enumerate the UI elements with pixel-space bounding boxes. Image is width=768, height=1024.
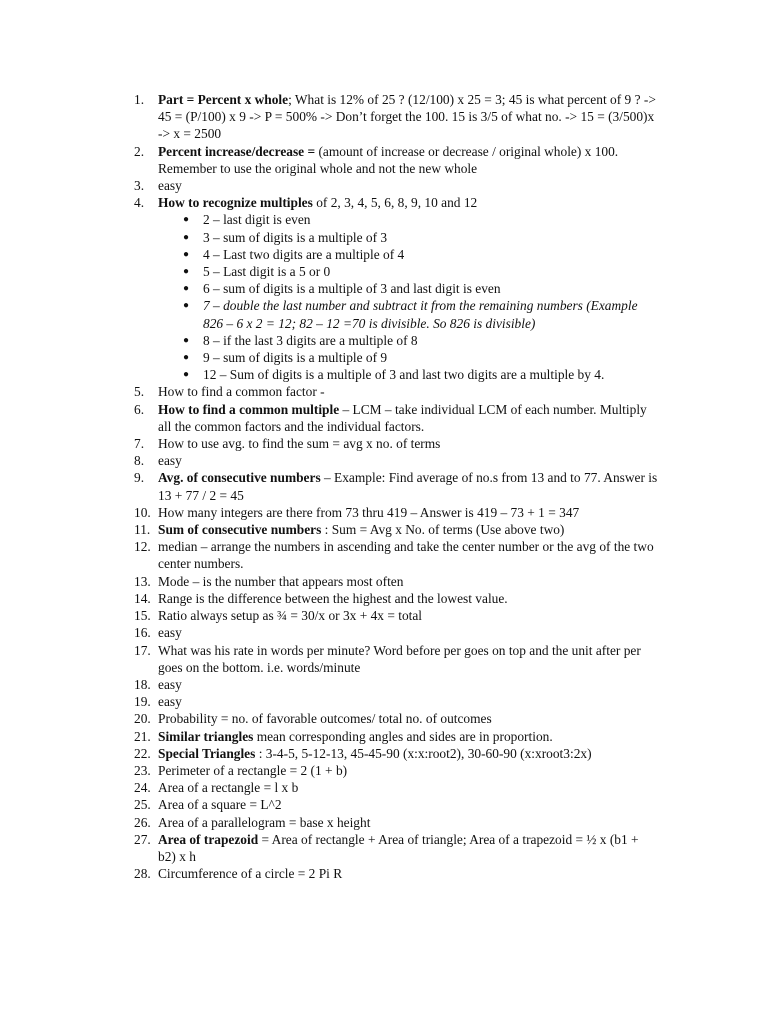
list-item-7 — [0, 435, 768, 452]
item-number: 11. — [134, 522, 151, 538]
item-number: 25. — [134, 797, 151, 813]
list-item-27 — [0, 831, 768, 865]
item-number: 16. — [134, 625, 151, 641]
item-text: How many integers are there from 73 thru 419 – Answer is 419 – 73 + 1 = 347 — [158, 504, 580, 520]
list-item-16 — [0, 624, 768, 641]
bullet-icon: ● — [183, 334, 190, 346]
sub-item-3 — [158, 229, 658, 246]
item-number: 5. — [134, 384, 145, 400]
item-number: 3. — [134, 178, 145, 194]
list-item-15 — [0, 607, 768, 624]
item-text: median – arrange the numbers in ascending and take the center number or the avg of the two center numbers. — [158, 539, 654, 572]
item-number: 12. — [134, 539, 151, 555]
list-item-9 — [0, 469, 768, 503]
bullet-icon: ● — [183, 231, 190, 243]
item-lead: Similar triangles — [158, 728, 254, 744]
item-number: 26. — [134, 814, 151, 830]
item-text: Range is the difference between the highest and the lowest value. — [158, 590, 508, 606]
item-text: easy — [158, 694, 182, 710]
sub-item-text: 7 – double the last number and subtract it from the remaining numbers (Example 826 – 6 x 2 = 12; 82 – 12 =70 is divisible. So 826 is divisible) — [203, 298, 638, 331]
sub-item-text: 4 – Last two digits are a multiple of 4 — [203, 246, 405, 262]
item-number: 28. — [134, 866, 151, 882]
item-text: Area of a rectangle = l x b — [158, 780, 299, 796]
list-item-11 — [0, 521, 768, 538]
item-text: mean corresponding angles and sides are in proportion. — [253, 728, 553, 744]
list-item-23 — [0, 762, 768, 779]
multiples-sublist — [158, 211, 658, 383]
item-text: : Sum = Avg x No. of terms (Use above two) — [321, 522, 565, 538]
sub-item-text: 12 – Sum of digits is a multiple of 3 and last two digits are a multiple by 4. — [203, 367, 605, 383]
list-item-6 — [0, 401, 768, 435]
item-lead: Sum of consecutive numbers — [158, 522, 322, 538]
item-number: 27. — [134, 831, 151, 847]
bullet-icon: ● — [183, 352, 190, 364]
sub-item-5 — [158, 263, 658, 280]
sub-item-text: 2 – last digit is even — [203, 212, 311, 228]
list-item-10 — [0, 504, 768, 521]
item-text: ; What is 12% of 25 ? (12/100) x 25 = 3; 45 is what percent of 9 ? -> 45 = (P/100) x 9 -> P = 500% -> Don’t forget the 100. 15 is 3/5 of what no. -> 15 = (3/500)x -> x = 2500 — [158, 92, 656, 142]
notes-list — [0, 91, 768, 882]
sub-item-text: 3 – sum of digits is a multiple of 3 — [203, 229, 388, 245]
list-item-13 — [0, 573, 768, 590]
item-number: 10. — [134, 504, 151, 520]
list-item-28 — [0, 865, 768, 882]
item-text: What was his rate in words per minute? Word before per goes on top and the unit after per goes on the bottom. i.e. words/minute — [158, 642, 641, 675]
item-text: – Example: Find average of no.s from 13 and to 77. Answer is 13 + 77 / 2 = 45 — [158, 470, 658, 503]
list-item-3 — [0, 177, 768, 194]
item-lead: How to recognize multiples — [158, 195, 313, 211]
sub-item-7 — [158, 297, 658, 331]
item-number: 19. — [134, 694, 151, 710]
item-lead: How to find a common multiple — [158, 401, 340, 417]
sub-item-text: 6 – sum of digits is a multiple of 3 and last digit is even — [203, 281, 501, 297]
sub-item-9 — [158, 349, 658, 366]
item-lead: Percent increase/decrease = — [158, 143, 316, 159]
sub-item-8 — [158, 332, 658, 349]
list-item-12 — [0, 538, 768, 572]
list-item-22 — [0, 745, 768, 762]
item-text: Probability = no. of favorable outcomes/ total no. of outcomes — [158, 711, 492, 727]
list-item-24 — [0, 779, 768, 796]
list-item-26 — [0, 814, 768, 831]
item-text: (amount of increase or decrease / original whole) x 100. Remember to use the original whole and not the new whole — [158, 143, 619, 176]
bullet-icon: ● — [183, 300, 190, 312]
bullet-icon: ● — [183, 266, 190, 278]
item-lead: Area of trapezoid — [158, 831, 259, 847]
item-number: 17. — [134, 642, 151, 658]
item-number: 18. — [134, 676, 151, 692]
item-text: easy — [158, 625, 182, 641]
item-text: How to find a common factor - — [158, 384, 325, 400]
item-lead: Special Triangles — [158, 745, 256, 761]
item-number: 20. — [134, 711, 151, 727]
list-item-19 — [0, 693, 768, 710]
item-text: Area of a parallelogram = base x height — [158, 814, 371, 830]
list-item-2 — [0, 143, 768, 177]
bullet-icon: ● — [183, 214, 190, 226]
list-item-5 — [0, 383, 768, 400]
item-text: – LCM – take individual LCM of each number. Multiply all the common factors and the individual factors. — [158, 401, 647, 434]
list-item-14 — [0, 590, 768, 607]
bullet-icon: ● — [183, 283, 190, 295]
item-text: easy — [158, 676, 182, 692]
item-number: 13. — [134, 573, 151, 589]
sub-item-text: 9 – sum of digits is a multiple of 9 — [203, 350, 388, 366]
item-text: Circumference of a circle = 2 Pi R — [158, 866, 343, 882]
bullet-icon: ● — [183, 248, 190, 260]
item-number: 21. — [134, 728, 151, 744]
sub-item-4 — [158, 246, 658, 263]
sub-item-text: 8 – if the last 3 digits are a multiple of 8 — [203, 332, 418, 348]
item-text: = Area of rectangle + Area of triangle; Area of a trapezoid = ½ x (b1 + b2) x h — [158, 831, 639, 864]
item-text: of 2, 3, 4, 5, 6, 8, 9, 10 and 12 — [312, 195, 478, 211]
item-text: : 3-4-5, 5-12-13, 45-45-90 (x:x:root2), 30-60-90 (x:xroot3:2x) — [255, 745, 592, 761]
item-number: 2. — [134, 143, 145, 159]
item-text: easy — [158, 178, 182, 194]
item-text: Mode – is the number that appears most often — [158, 573, 404, 589]
item-number: 4. — [134, 195, 145, 211]
list-item-21 — [0, 728, 768, 745]
item-number: 6. — [134, 401, 145, 417]
sub-item-text: 5 – Last digit is a 5 or 0 — [203, 264, 331, 280]
list-item-20 — [0, 710, 768, 727]
item-text: Ratio always setup as ¾ = 30/x or 3x + 4x = total — [158, 608, 423, 624]
item-text: easy — [158, 453, 182, 469]
sub-item-2 — [158, 211, 658, 228]
list-item-18 — [0, 676, 768, 693]
item-number: 1. — [134, 92, 145, 107]
list-item-4 — [0, 194, 768, 383]
item-text: Area of a square = L^2 — [158, 797, 282, 813]
sub-item-12 — [158, 366, 658, 383]
item-text: Perimeter of a rectangle = 2 (1 + b) — [158, 762, 348, 778]
item-number: 7. — [134, 436, 145, 452]
list-item-25 — [0, 796, 768, 813]
item-number: 23. — [134, 762, 151, 778]
item-number: 9. — [134, 470, 145, 486]
bullet-icon: ● — [183, 369, 190, 381]
item-lead: Part = Percent x whole — [158, 92, 289, 107]
item-number: 22. — [134, 745, 151, 761]
item-number: 14. — [134, 590, 151, 606]
item-number: 24. — [134, 780, 151, 796]
list-item-17 — [0, 642, 768, 676]
list-item-1 — [0, 91, 768, 143]
item-number: 15. — [134, 608, 151, 624]
sub-item-6 — [158, 280, 658, 297]
item-text: How to use avg. to find the sum = avg x no. of terms — [158, 436, 441, 452]
list-item-8 — [0, 452, 768, 469]
item-lead: Avg. of consecutive numbers — [158, 470, 321, 486]
item-number: 8. — [134, 453, 145, 469]
